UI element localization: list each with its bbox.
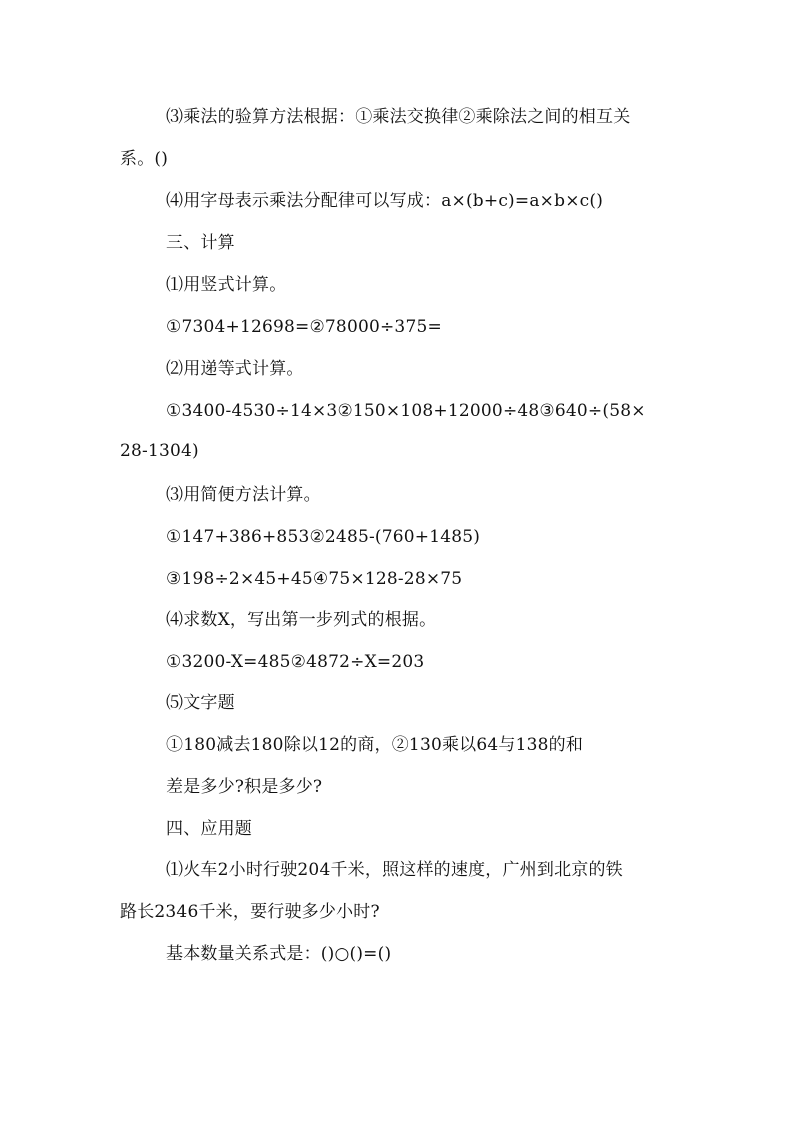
subsection-vertical-calculation: ⑴用竖式计算。 [166,275,287,295]
subsection-simplified-method: ⑶用简便方法计算。 [166,485,321,505]
subsection-solve-x: ⑷求数X，写出第一步列式的根据。 [166,610,437,630]
simplified-problems-1: ①147+386+853②2485-(760+1485) [166,527,481,547]
section-heading-calculation: 三、计算 [166,233,235,253]
vertical-calculation-problems: ①7304+12698=②78000÷375= [166,317,442,337]
simplified-problems-2: ③198÷2×45+45④75×128-28×75 [166,569,463,589]
step-by-step-problems: ①3400-4530÷14×3②150×108+12000÷48③640÷(58× [166,401,646,421]
word-problems-continuation: 差是多少?积是多少? [166,777,323,797]
question-3-continuation: 系。() [120,149,169,169]
solve-x-problems: ①3200-X=485②4872÷X=203 [166,652,425,672]
application-problem-1-continuation: 路长2346千米，要行驶多少小时? [120,902,380,922]
subsection-word-problems: ⑸文字题 [166,693,235,713]
subsection-step-by-step: ⑵用递等式计算。 [166,359,304,379]
word-problems: ①180减去180除以12的商，②130乘以64与138的和 [166,735,584,755]
question-3-multiplication-check: ⑶乘法的验算方法根据：①乘法交换律②乘除法之间的相互关 [166,107,631,127]
application-problem-1: ⑴火车2小时行驶204千米，照这样的速度，广州到北京的铁 [166,860,623,880]
question-4-distributive-law: ⑷用字母表示乘法分配律可以写成：a×(b+c)=a×b×c() [166,191,604,211]
basic-quantity-relation: 基本数量关系式是：()○()=() [166,944,392,964]
step-by-step-continuation: 28-1304) [120,441,199,461]
section-heading-applications: 四、应用题 [166,819,252,839]
